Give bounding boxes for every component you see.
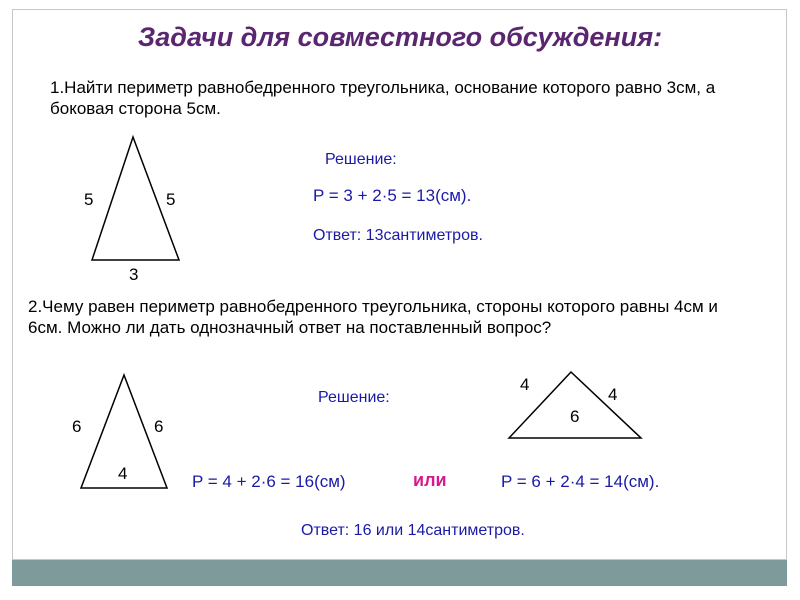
task-2-triangle-b-left-label: 4 — [520, 375, 530, 394]
task-2-or-label: или — [413, 470, 447, 490]
task-1-base-label: 3 — [129, 265, 139, 284]
slide-title: Задачи для совместного обсуждения: — [137, 22, 663, 52]
task-1-text: 1.Найти периметр равнобедренного треугольника, основание которого равно 3см, а боковая сторона 5см. — [50, 78, 716, 118]
task-1-answer: Ответ: 13сантиметров. — [313, 227, 483, 244]
task-2-equation-a: P = 4 + 2·6 = 16(см) — [192, 472, 346, 491]
task-2-triangle-a-base-label: 4 — [118, 464, 128, 483]
task-2-triangle-b-right-label: 4 — [608, 385, 618, 404]
task-2-triangle-b-base-label: 6 — [570, 407, 580, 426]
task-2-triangle-a-right-label: 6 — [154, 417, 164, 436]
task-1-solution-label: Решение: — [325, 151, 397, 168]
task-1-right-side-label: 5 — [166, 190, 176, 209]
task-1-equation: P = 3 + 2·5 = 13(см). — [313, 186, 472, 205]
task-2-equation-b: P = 6 + 2·4 = 14(см). — [501, 472, 660, 491]
task-2-answer: Ответ: 16 или 14сантиметров. — [301, 522, 525, 539]
task-2-triangle-a-left-label: 6 — [72, 417, 82, 436]
task-1-left-side-label: 5 — [84, 190, 94, 209]
task-2-solution-label: Решение: — [318, 389, 390, 406]
task-2-text: 2.Чему равен периметр равнобедренного треугольника, стороны которого равны 4см и 6см. Можно ли дать однозначный ответ на поставленный вопрос? — [28, 297, 718, 337]
